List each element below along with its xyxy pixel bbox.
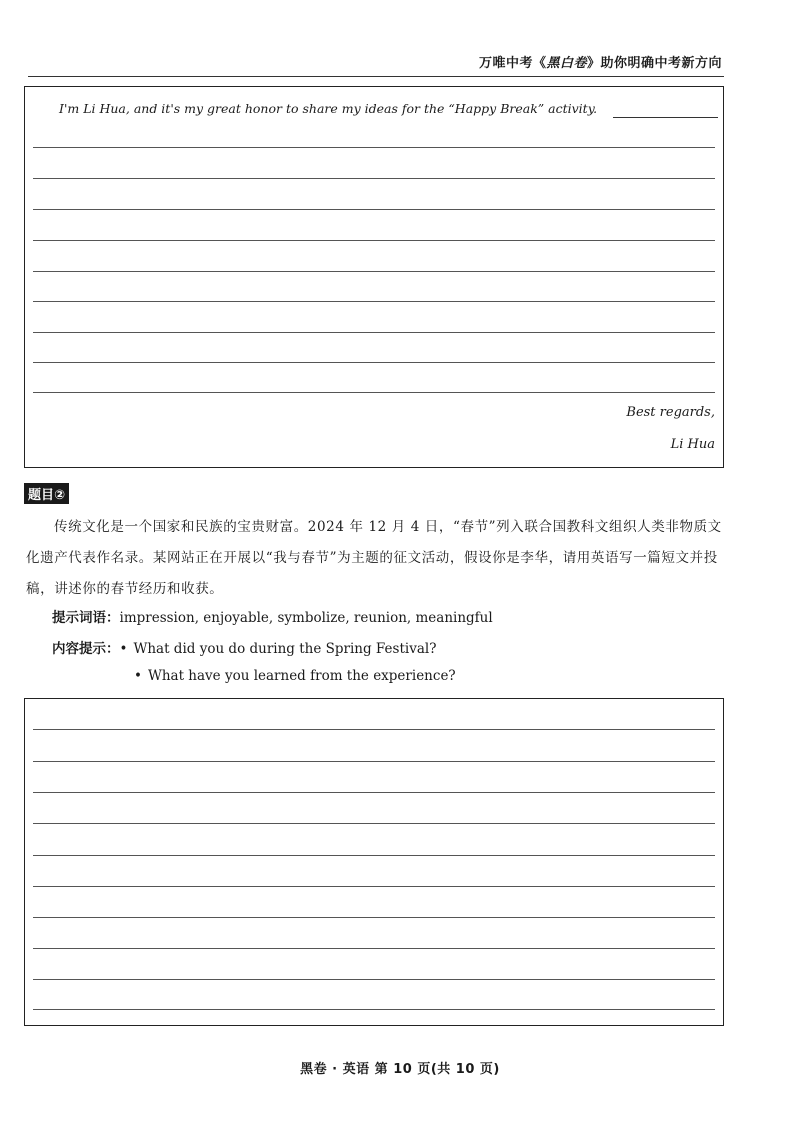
writing-line[interactable] [33, 761, 715, 762]
hint-words-key: 提示词语： [52, 610, 120, 626]
writing-line[interactable] [33, 729, 715, 730]
writing-line[interactable] [33, 271, 715, 272]
writing-line[interactable] [33, 209, 715, 210]
hint-words-row [52, 606, 493, 626]
opening-blank-line[interactable] [613, 117, 718, 118]
task-2-label: 题目② [24, 483, 69, 504]
writing-line[interactable] [33, 240, 715, 241]
page-footer: 黑卷 · 英语 第 10 页(共 10 页) [300, 1062, 500, 1077]
writing-line[interactable] [33, 362, 715, 363]
letter-signature: Li Hua [670, 437, 715, 452]
writing-line[interactable] [33, 792, 715, 793]
header-brand: 黑白卷 [546, 56, 587, 71]
writing-line[interactable] [33, 948, 715, 949]
writing-line[interactable] [33, 147, 715, 148]
writing-box-2 [24, 698, 724, 1026]
writing-line[interactable] [33, 392, 715, 393]
writing-line[interactable] [33, 332, 715, 333]
hint-bullet-1: What did you do during the Spring Festival? [133, 641, 437, 657]
writing-box-1 [24, 86, 724, 468]
writing-line[interactable] [33, 979, 715, 980]
header-rule [28, 76, 724, 77]
hint-content-row [52, 637, 436, 657]
hint-bullet-2-row [134, 668, 456, 684]
header-suffix: 》助你明确中考新方向 [586, 56, 722, 71]
writing-line[interactable] [33, 886, 715, 887]
letter-closing: Best regards, [626, 405, 715, 420]
writing-line[interactable] [33, 1009, 715, 1010]
bullet-icon: • [134, 668, 142, 684]
writing-line[interactable] [33, 917, 715, 918]
writing-line[interactable] [33, 855, 715, 856]
bullet-icon: • [119, 641, 128, 657]
task-2-prompt: 传统文化是一个国家和民族的宝贵财富。2024 年 12 月 4 日，“春节”列入联合国教科文组织人类非物质文化遗产代表作名录。某网站正在开展以“我与春节”为主题的征文活动，假设你是李华，请用英语写一篇短文并投稿，讲述你的春节经历和收获。 [26, 519, 722, 597]
hint-words-value: impression, enjoyable, symbolize, reunion, meaningful [119, 610, 493, 626]
page-header [479, 52, 722, 71]
writing-line[interactable] [33, 301, 715, 302]
writing-line[interactable] [33, 823, 715, 824]
hint-bullet-2: What have you learned from the experience? [147, 668, 456, 684]
header-prefix: 万唯中考《 [478, 56, 547, 71]
hint-content-key: 内容提示： [52, 641, 120, 657]
letter-opening: I'm Li Hua, and it's my great honor to share my ideas for the “Happy Break” activity. [59, 101, 598, 116]
writing-line[interactable] [33, 178, 715, 179]
